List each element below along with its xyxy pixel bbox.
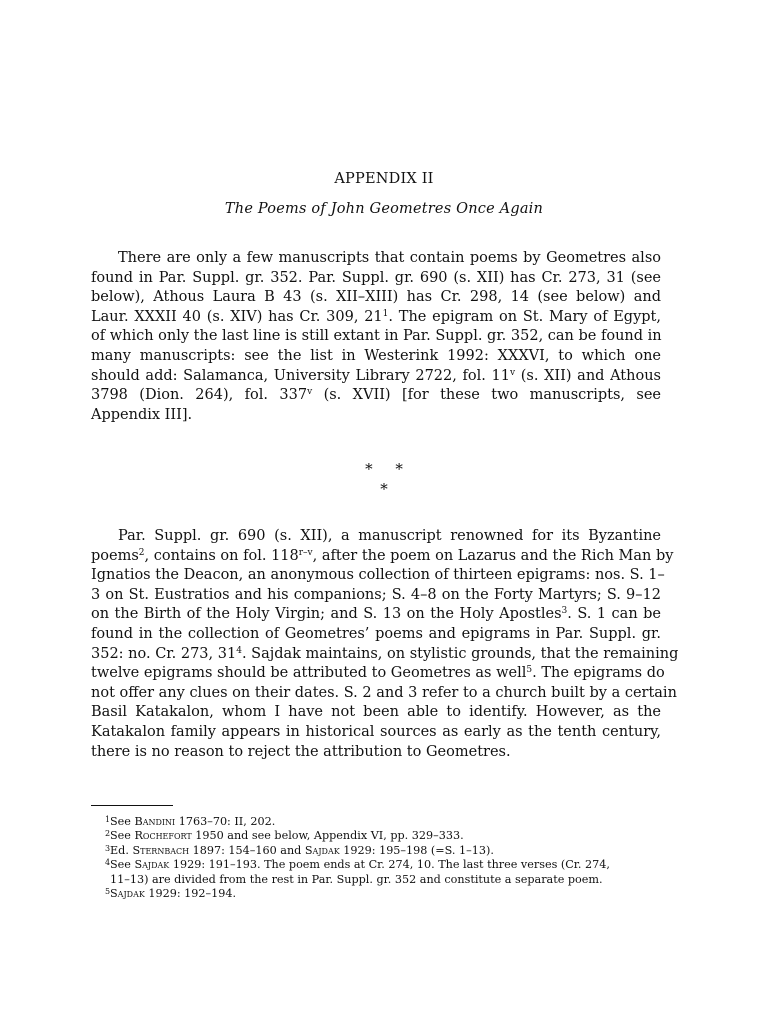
section-separator-star-bottom: * [380,480,388,498]
paragraph-line [91,547,674,567]
footnote-ref-2: 2 [138,547,145,558]
paragraph-line [91,645,679,665]
appendix-title: APPENDIX II [334,171,434,187]
footnote-number: 2 [105,829,111,839]
footnote-text: 1929: 192–194. [144,887,237,901]
text-run: poems [91,547,139,564]
text-run: (s. XII) and Athous [515,367,661,384]
text-run: twelve epigrams should be attributed to Geometres as well [91,665,527,682]
footnotes [91,815,661,901]
text-run: 3798 (Dion. 264), fol. 337 [91,387,308,404]
paragraph-line [91,367,661,387]
footnote-text: 1929: 195–198 (=S. 1–13). [339,843,494,857]
paragraph-line: Ignatios the Deacon, an anonymous collection of thirteen epigrams: nos. S. 1– [91,567,665,584]
text-run: . The epigram on St. Mary of Egypt, [388,308,661,325]
footnote-4 [91,858,661,887]
author-name: Sajdak [304,843,340,857]
footnote-text: See [110,815,135,828]
footnote-text: See [110,829,135,843]
text-run: , contains on fol. 118 [144,547,299,564]
text-run: . Sajdak maintains, on stylistic grounds, that the remaining [241,645,679,662]
footnote-text: 1950 and see below, Appendix VI, pp. 329–333. [191,829,464,843]
paragraph-line [91,386,661,406]
footnote-number: 4 [105,858,111,868]
text-run: should add: Salamanca, University Library 2722, fol. 11 [91,367,510,384]
footnote-continuation: 11–13) are divided from the rest in Par. Suppl. gr. 352 and constitute a separate poem. [110,872,603,886]
paragraph-line: found in Par. Suppl. gr. 352. Par. Suppl. gr. 690 (s. XII) has Cr. 273, 31 (see [91,269,661,286]
footnote-text: Ed. [110,843,133,857]
author-name: Sternbach [132,843,190,857]
text-run: Laur. XXXII 40 (s. XIV) has Cr. 309, 21 [91,308,383,325]
paragraph-line: Appendix III]. [91,406,193,423]
paragraph-line: below), Athous Laura B 43 (s. XII–XIII) has Cr. 298, 14 (see below) and [91,289,661,306]
paragraph-line: there is no reason to reject the attribution to Geometres. [91,743,511,760]
footnote-2 [91,829,661,843]
paragraph-line [91,664,665,684]
footnote-text: See [110,858,135,872]
text-run: . The epigrams do [532,665,665,682]
author-name: Rochefort [134,829,192,843]
footnote-ref-3: 3 [561,606,568,617]
text-run: on the Birth of the Holy Virgin; and S. 13 on the Holy Apostles [91,606,562,623]
paragraph-2 [91,527,679,762]
footnote-rule [91,805,173,806]
paragraph-line: many manuscripts: see the list in Westerink 1992: XXXVI, to which one [91,347,661,364]
section-separator-stars-top: * * [365,460,403,478]
footnote-number: 5 [105,887,111,897]
footnote-ref-5: 5 [526,665,533,676]
footnote-ref-1: 1 [382,308,389,319]
folio-sup: v [307,387,313,398]
footnote-1 [91,815,661,829]
footnote-5 [91,887,661,901]
text-run: , after the poem on Lazarus and the Rich Man by [312,547,674,564]
paragraph-line: Basil Katakalon, whom I have not been able to identify. However, as the [91,704,661,721]
paragraph-line [91,308,661,328]
text-run: (s. XVII) [for these two manuscripts, see [312,387,661,404]
footnote-text: 1763–70: II, 202. [175,815,276,828]
footnote-3 [91,844,661,858]
text-run: . S. 1 can be [567,606,661,623]
footnote-ref-4: 4 [236,645,242,656]
paragraph-line: 3 on St. Eustratios and his companions; S. 4–8 on the Forty Martyrs; S. 9–12 [91,586,661,603]
text-run: 352: no. Cr. 273, 31 [91,645,237,662]
author-name: Sajdak [134,858,170,872]
paragraph-line: found in the collection of Geometres’ poems and epigrams in Par. Suppl. gr. [91,625,661,642]
paragraph-1 [91,249,661,425]
paragraph-line: of which only the last line is still extant in Par. Suppl. gr. 352, can be found in [91,328,662,345]
footnote-number: 3 [105,843,111,853]
author-name: Sajdak [110,887,145,901]
footnote-number: 1 [105,815,111,824]
author-name: Bandini [134,815,176,828]
paragraph-line: not offer any clues on their dates. S. 2 and 3 refer to a church built by a certain [91,684,677,701]
paragraph-line: Par. Suppl. gr. 690 (s. XII), a manuscript renowned for its Byzantine [118,528,661,544]
footnote-text: 1929: 191–193. The poem ends at Cr. 274, 10. The last three verses (Cr. 274, [169,858,610,872]
footnote-text: 1897: 154–160 and [189,843,305,857]
paragraph-line [91,605,661,625]
appendix-subtitle: The Poems of John Geometres Once Again [224,201,544,217]
folio-sup: v [509,367,516,378]
paragraph-line: There are only a few manuscripts that contain poems by Geometres also [118,250,661,266]
paragraph-line: Katakalon family appears in historical sources as early as the tenth century, [91,723,661,740]
folio-sup: r–v [298,547,313,558]
